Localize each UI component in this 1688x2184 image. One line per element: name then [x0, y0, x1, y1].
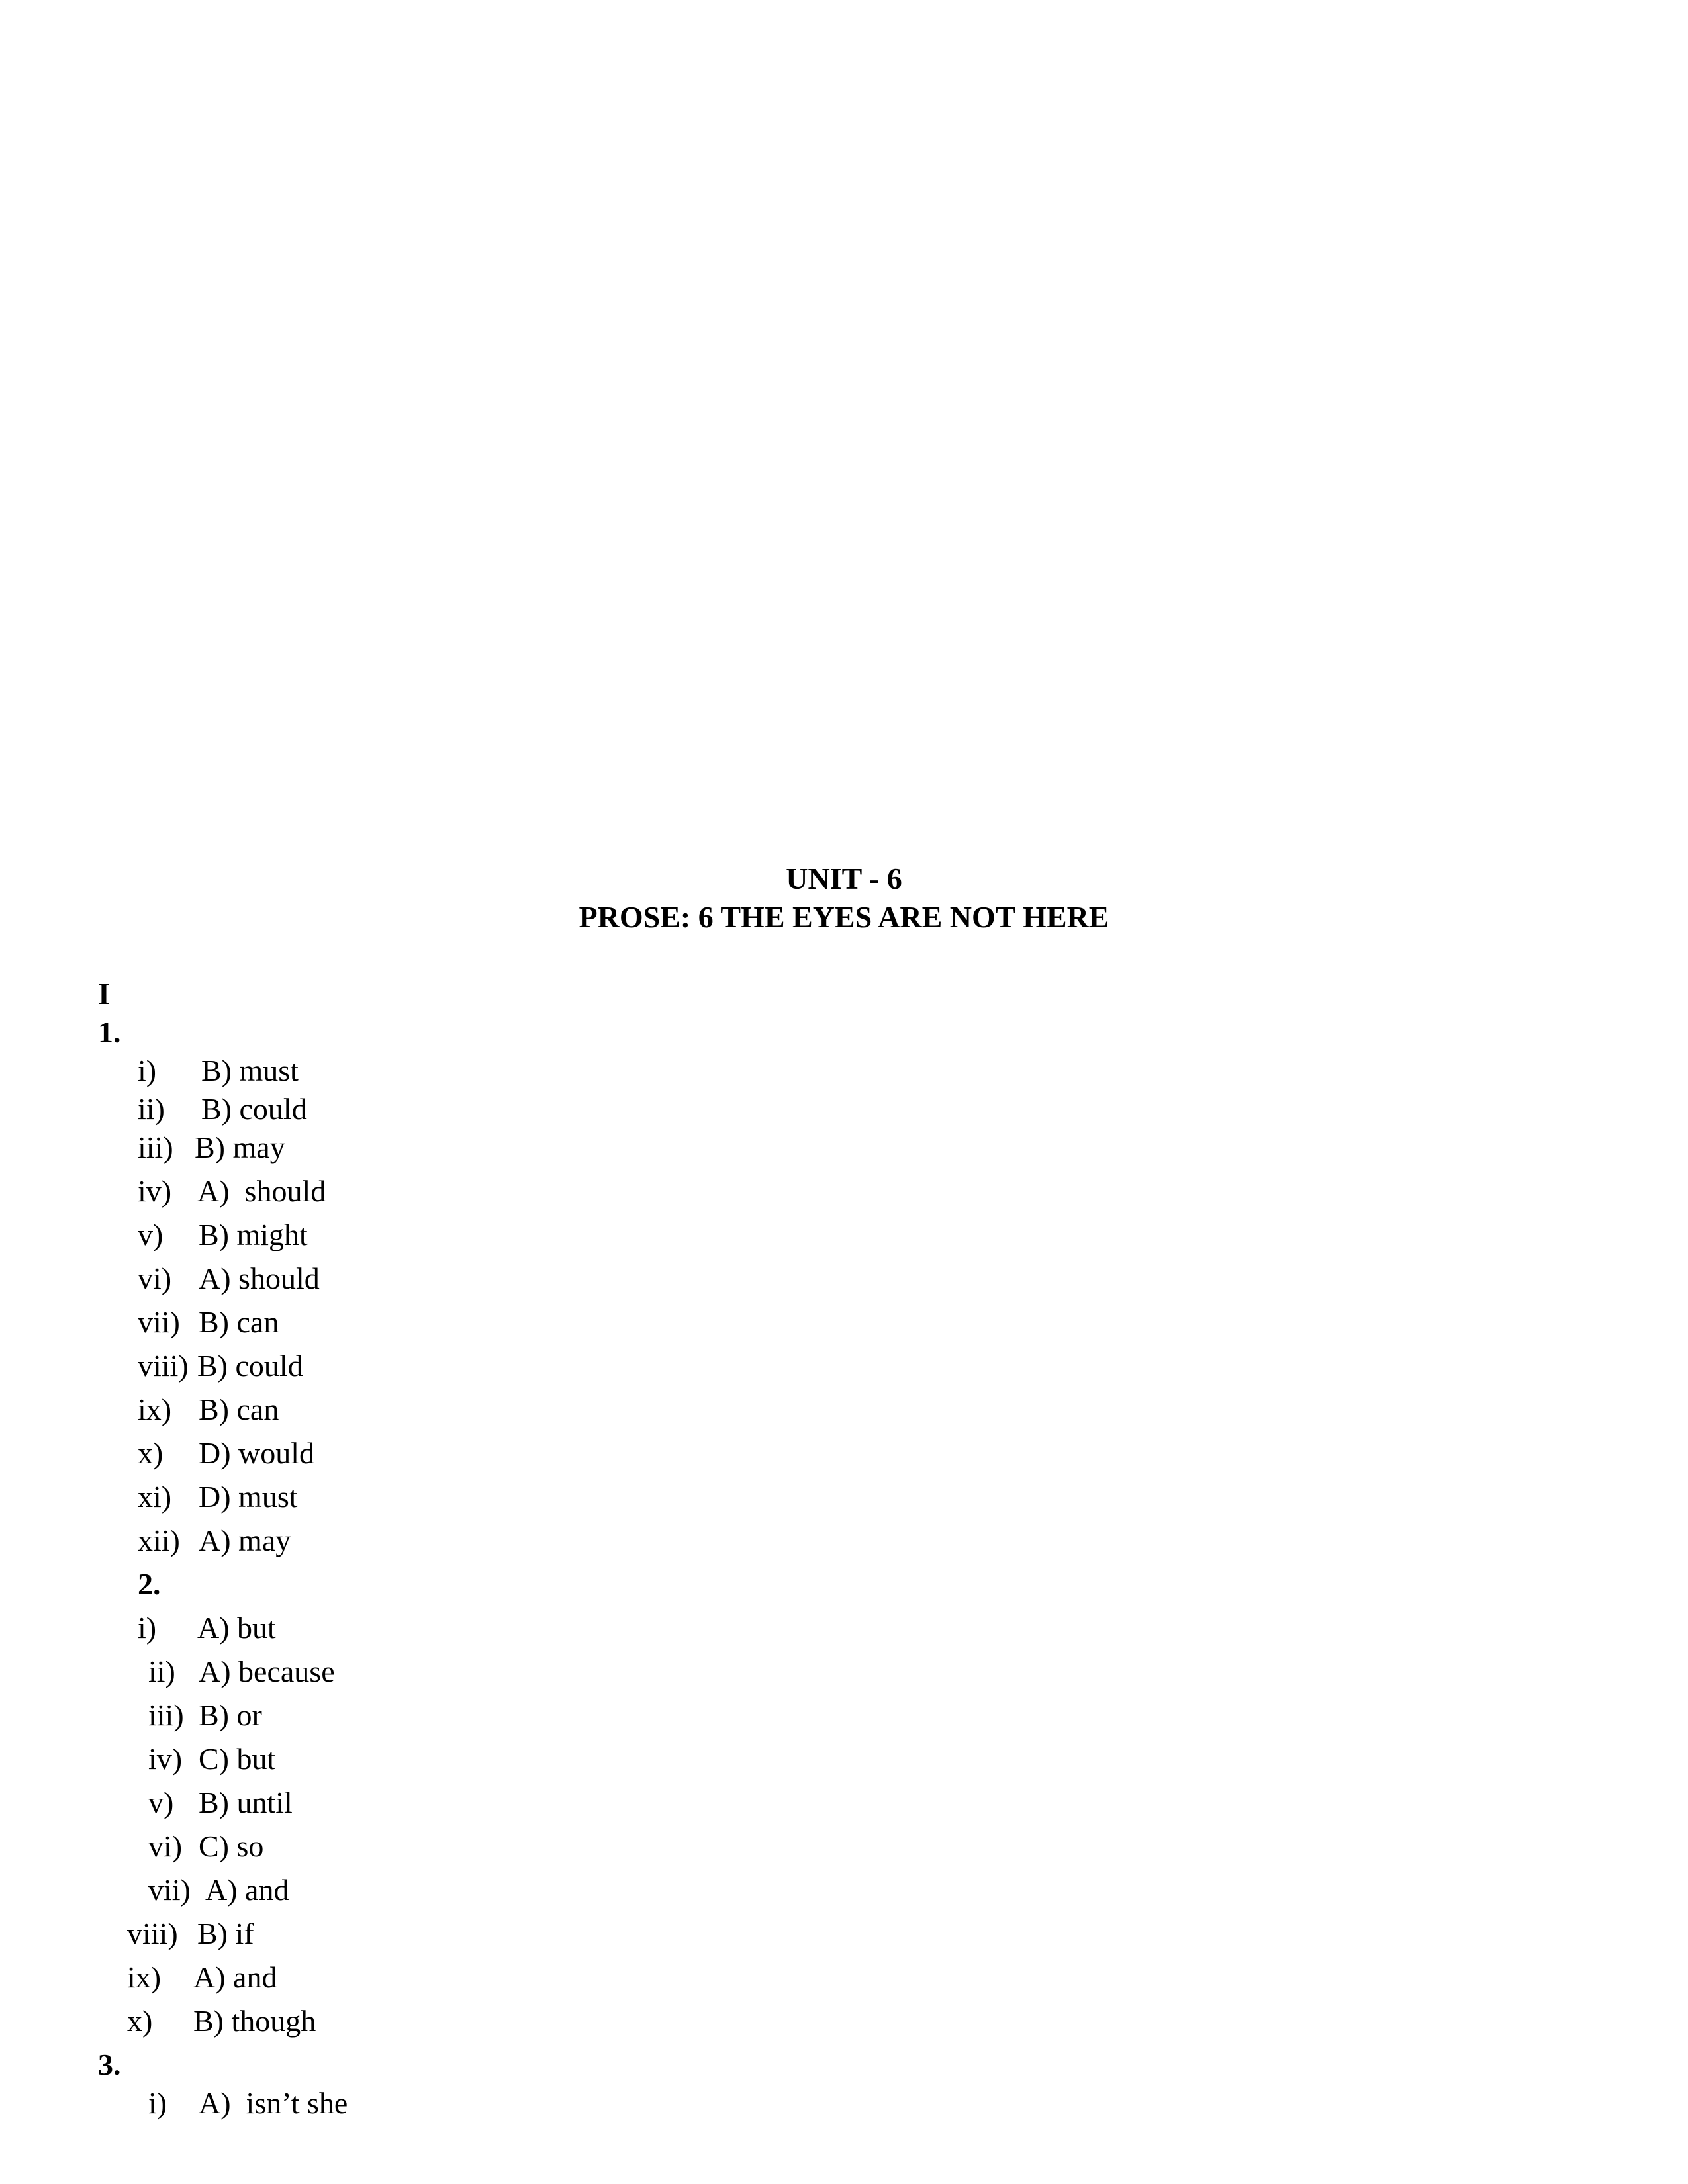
item-answer: B) must: [201, 1054, 299, 1087]
answer-item: [138, 1522, 291, 1559]
answer-item: [138, 1347, 303, 1385]
answer-item: [148, 1697, 262, 1734]
answer-item: [138, 1260, 320, 1297]
item-answer: D) would: [199, 1436, 315, 1470]
item-number: ix): [127, 1960, 162, 1994]
item-number: x): [138, 1436, 164, 1470]
item-number: iv): [138, 1174, 172, 1208]
item-answer: B) might: [199, 1218, 308, 1251]
question-3-label: 3.: [98, 2048, 121, 2081]
item-answer: A) may: [199, 1524, 291, 1557]
answer-item: [127, 1959, 277, 1996]
unit-heading: UNIT - 6: [786, 862, 902, 895]
item-number: i): [148, 2086, 167, 2120]
item-answer: C) so: [199, 1829, 264, 1863]
item-number: ix): [138, 1392, 172, 1426]
item-number: vi): [138, 1261, 172, 1295]
answer-item: [148, 1784, 293, 1821]
answer-item: [138, 1391, 279, 1428]
answer-item: [138, 1435, 314, 1472]
item-answer: B) can: [199, 1305, 279, 1339]
item-answer: A) and: [205, 1873, 289, 1907]
answer-item: [148, 1741, 275, 1778]
item-answer: C) but: [199, 1742, 276, 1776]
item-answer: A) and: [193, 1960, 277, 1994]
item-number: viii): [138, 1349, 189, 1383]
item-answer: A) but: [197, 1611, 276, 1645]
answer-item: [138, 1610, 276, 1647]
item-number: xii): [138, 1524, 180, 1557]
item-number: i): [138, 1611, 157, 1645]
item-answer: B) if: [197, 1917, 254, 1950]
answer-item: [148, 1828, 263, 1865]
item-number: ii): [148, 1655, 175, 1688]
answer-item: [148, 1872, 289, 1909]
item-answer: B) can: [199, 1392, 279, 1426]
answer-item: [138, 1129, 285, 1166]
answer-item: [138, 1173, 326, 1210]
section-label: I: [98, 977, 110, 1011]
item-answer: A) isn’t she: [199, 2086, 348, 2120]
item-answer: A) should: [197, 1174, 326, 1208]
answer-item: [138, 1052, 299, 1089]
item-answer: A) should: [199, 1261, 320, 1295]
item-number: iii): [148, 1698, 184, 1732]
item-number: viii): [127, 1917, 178, 1950]
answer-item: [138, 1304, 279, 1341]
answer-item: [148, 2085, 348, 2122]
item-number: ii): [138, 1092, 165, 1126]
question-1-label: 1.: [98, 1015, 121, 1049]
question-2-label: 2.: [138, 1567, 161, 1601]
item-number: v): [138, 1218, 164, 1251]
answer-item: [138, 1091, 307, 1128]
item-number: vii): [148, 1873, 191, 1907]
item-answer: B) or: [199, 1698, 262, 1732]
item-number: iv): [148, 1742, 183, 1776]
item-number: x): [127, 2004, 153, 2038]
prose-title: PROSE: 6 THE EYES ARE NOT HERE: [579, 900, 1109, 934]
item-number: v): [148, 1786, 174, 1819]
item-answer: A) because: [199, 1655, 335, 1688]
item-number: vii): [138, 1305, 180, 1339]
item-answer: D) must: [199, 1480, 298, 1514]
item-number: vi): [148, 1829, 183, 1863]
item-number: iii): [138, 1130, 173, 1164]
item-answer: B) though: [193, 2004, 316, 2038]
answer-item: [138, 1216, 308, 1253]
answer-item: [148, 1653, 335, 1690]
item-number: i): [138, 1054, 157, 1087]
answer-item: [127, 2003, 316, 2040]
item-answer: B) could: [201, 1092, 307, 1126]
item-answer: B) could: [197, 1349, 303, 1383]
answer-item: [127, 1915, 254, 1952]
item-answer: B) until: [199, 1786, 293, 1819]
answer-item: [138, 1479, 298, 1516]
item-number: xi): [138, 1480, 172, 1514]
item-answer: B) may: [195, 1130, 285, 1164]
